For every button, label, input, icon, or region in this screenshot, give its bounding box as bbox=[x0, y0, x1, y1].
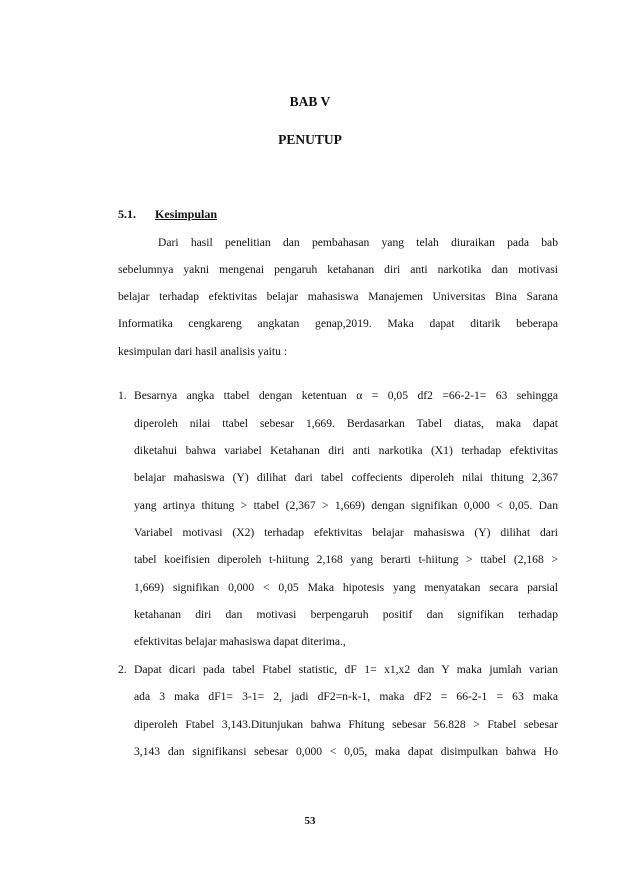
section-number: 5.1. bbox=[118, 207, 136, 221]
list-item-line: ada 3 maka dF1= 3-1= 2, jadi dF2=n-k-1, maka dF2 = 66-2-1 = 63 maka bbox=[134, 690, 558, 703]
intro-line: Informatika cengkareng angkatan genap,2019. Maka dapat ditarik beberapa bbox=[118, 317, 558, 330]
list-item-line: efektivitas belajar mahasiswa dapat diterima., bbox=[134, 635, 346, 648]
chapter-label: BAB V bbox=[289, 94, 331, 109]
list-item-line: diketahui bahwa variabel Ketahanan diri anti narkotika (X1) terhadap efektivitas bbox=[134, 444, 558, 457]
list-item-line: diperoleh Ftabel 3,143.Ditunjukan bahwa Fhitung sebesar 56.828 > Ftabel sebesar bbox=[134, 718, 558, 731]
list-item-line: 3,143 dan signifikansi sebesar 0,000 < 0,05, maka dapat disimpulkan bahwa Ho bbox=[134, 745, 558, 758]
list-item-line: tabel koeifisien diperoleh t-hiitung 2,168 yang berarti t-hiitung > ttabel (2,168 > bbox=[134, 553, 558, 566]
intro-line: belajar terhadap efektivitas belajar mahasiswa Manajemen Universitas Bina Sarana bbox=[118, 290, 558, 303]
section-title: Kesimpulan bbox=[155, 207, 218, 221]
intro-line: Dari hasil penelitian dan pembahasan yang telah diuraikan pada bab bbox=[158, 236, 558, 249]
list-marker: 2. bbox=[118, 663, 127, 676]
page-number: 53 bbox=[304, 815, 316, 827]
list-item-line: Dapat dicari pada tabel Ftabel statistic, dF 1= x1,x2 dan Y maka jumlah varian bbox=[134, 663, 558, 676]
list-item-line: 1,669) signifikan 0,000 < 0,05 Maka hipotesis yang menyatakan secara parsial bbox=[134, 581, 558, 594]
intro-line: kesimpulan dari hasil analisis yaitu : bbox=[118, 345, 288, 358]
chapter-title: PENUTUP bbox=[278, 132, 342, 147]
list-item-line: Besarnya angka ttabel dengan ketentuan α = 0,05 df2 =66-2-1= 63 sehingga bbox=[134, 389, 558, 402]
list-item-line: Variabel motivasi (X2) terhadap efektivitas belajar mahasiswa (Y) dilihat dari bbox=[134, 526, 558, 539]
section-heading bbox=[118, 207, 217, 222]
list-item-line: diperoleh nilai ttabel sebesar 1,669. Berdasarkan Tabel diatas, maka dapat bbox=[134, 417, 558, 430]
list-item-line: ketahanan diri dan motivasi berpengaruh positif dan signifikan terhadap bbox=[134, 608, 558, 621]
list-item-line: belajar mahasiswa (Y) dilihat dari tabel coffecients diperoleh nilai thitung 2,367 bbox=[134, 471, 558, 484]
intro-line: sebelumnya yakni mengenai pengaruh ketahanan diri anti narkotika dan motivasi bbox=[118, 263, 558, 276]
list-item-line: yang artinya thitung > ttabel (2,367 > 1,669) dengan signifikan 0,000 < 0,05. Dan bbox=[134, 499, 558, 512]
list-marker: 1. bbox=[118, 389, 127, 402]
